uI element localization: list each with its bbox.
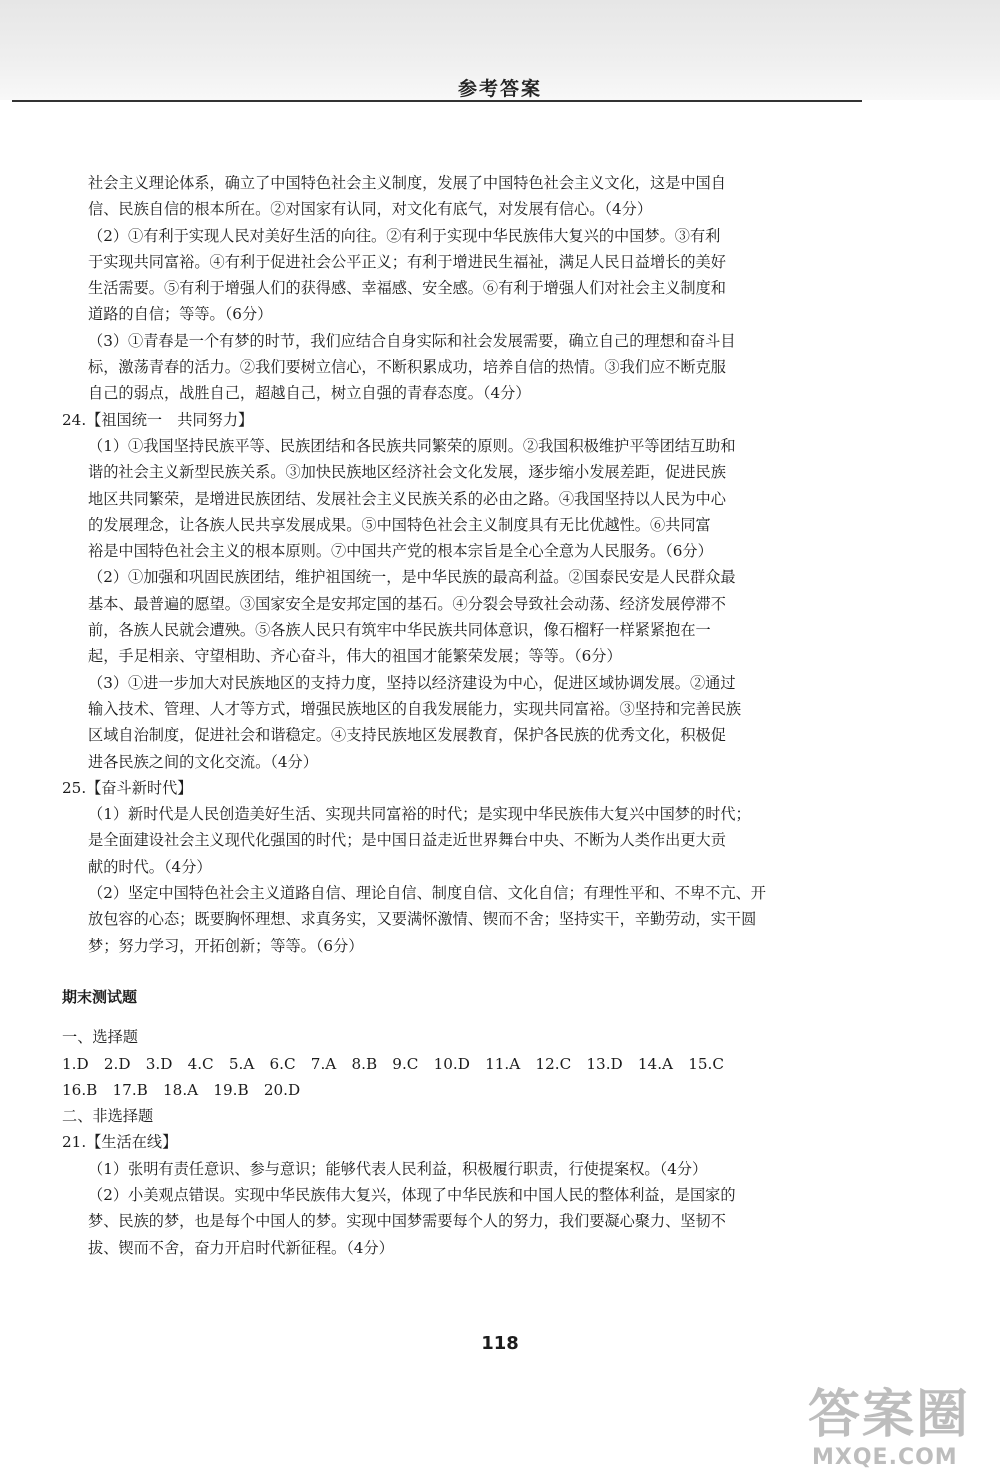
answer-line: 于实现共同富裕。④有利于促进社会公平正义；有利于增进民生福祉，满足人民日益增长的美好 — [88, 252, 726, 271]
answer-line: 起，手足相亲、守望相助、齐心奋斗，伟大的祖国才能繁荣发展；等等。（6分） — [88, 647, 622, 666]
answer-line: 梦、民族的梦，也是每个中国人的梦。实现中国梦需要每个人的努力，我们要凝心聚力、坚韧不 — [88, 1212, 726, 1231]
answer-line: 道路的自信；等等。（6分） — [88, 305, 273, 324]
answer-line: （1）张明有责任意识、参与意识；能够代表人民利益，积极履行职责，行使提案权。（4分） — [88, 1159, 708, 1178]
answer-line: 梦；努力学习，开拓创新；等等。（6分） — [88, 936, 364, 955]
exam-line: 一、选择题 — [62, 1028, 138, 1047]
running-header-title: 参考答案 — [457, 78, 542, 100]
answer-line: （2）①加强和巩固民族团结，维护祖国统一，是中华民族的最高利益。②国泰民安是人民群众最 — [88, 568, 736, 587]
answer-line: （3）①青春是一个有梦的时节，我们应结合自身实际和社会发展需要，确立自己的理想和奋斗目 — [88, 331, 736, 350]
exam-line: 21.【生活在线】 — [62, 1133, 178, 1152]
answer-line: （2）小美观点错误。实现中华民族伟大复兴，体现了中华民族和中国人民的整体利益，是国家的 — [88, 1185, 736, 1204]
answer-line: 基本、最普遍的愿望。③国家安全是安邦定国的基石。④分裂会导致社会动荡、经济发展停滞不 — [88, 594, 726, 613]
answer-line: 进各民族之间的文化交流。（4分） — [88, 752, 318, 771]
answer-line: 前，各族人民就会遭殃。⑤各族人民只有筑牢中华民族共同体意识，像石榴籽一样紧紧抱在一 — [88, 621, 711, 640]
answer-line: （2）①有利于实现人民对美好生活的向往。②有利于实现中华民族伟大复兴的中国梦。③有利 — [88, 226, 721, 245]
answer-line: 标，激荡青春的活力。②我们要树立信心，不断积累成功，培养自信的热情。③我们应不断克服 — [88, 358, 726, 377]
final-exam-answers — [62, 1156, 882, 1261]
watermark-logo: 答案圈 — [808, 1385, 971, 1445]
answer-line: 生活需要。⑤有利于增强人们的获得感、幸福感、安全感。⑥有利于增强人们对社会主义制度和 — [88, 279, 726, 298]
answer-line: （2）坚定中国特色社会主义道路自信、理论自信、制度自信、文化自信；有理性平和、不卑不亢、开 — [88, 884, 766, 903]
answer-line: 社会主义理论体系，确立了中国特色社会主义制度，发展了中国特色社会主义文化，这是中国自 — [88, 174, 726, 192]
question-heading: 24.【祖国统一 共同努力】 — [62, 410, 254, 429]
answer-line: （3）①进一步加大对民族地区的支持力度，坚持以经济建设为中心，促进区域协调发展。②通过 — [88, 673, 736, 692]
answer-line: 谐的社会主义新型民族关系。③加快民族地区经济社会文化发展，逐步缩小发展差距，促进民族 — [88, 463, 726, 482]
answer-line: （1）①我国坚持民族平等、民族团结和各民族共同繁荣的原则。②我国积极维护平等团结互助和 — [88, 436, 736, 455]
header-rule — [12, 100, 862, 102]
answer-line: 献的时代。（4分） — [88, 857, 212, 876]
answer-line: 区域自治制度，促进社会和谐稳定。④支持民族地区发展教育，保护各民族的优秀文化，积极促 — [88, 726, 726, 745]
answer-line: 拔、锲而不舍，奋力开启时代新征程。（4分） — [88, 1238, 394, 1257]
answer-line: （1）新时代是人民创造美好生活、实现共同富裕的时代；是实现中华民族伟大复兴中国梦的时代； — [88, 805, 751, 824]
exam-line: 二、非选择题 — [62, 1107, 154, 1126]
watermark — [808, 1385, 970, 1470]
answer-line: 输入技术、管理、人才等方式，增强民族地区的自我发展能力，实现共同富裕。③坚持和完善民族 — [88, 699, 742, 718]
answer-line: 自己的弱点，战胜自己，超越自己，树立自强的青春态度。（4分） — [88, 384, 531, 403]
final-exam-lines — [62, 1024, 882, 1155]
answer-content — [62, 170, 882, 1261]
answer-line: 地区共同繁荣，是增进民族团结、发展社会主义民族关系的必由之路。④我国坚持以人民为中心 — [88, 489, 726, 508]
watermark-site: MXQE.COM — [812, 1445, 958, 1470]
question-heading: 25.【奋斗新时代】 — [62, 778, 193, 797]
answer-line: 放包容的心态；既要胸怀理想、求真务实，又要满怀激情、锲而不舍；坚持实干，辛勤劳动，实干圆 — [88, 910, 757, 929]
page-number: 118 — [481, 1333, 519, 1354]
answer-line: 是全面建设社会主义现代化强国的时代；是中国日益走近世界舞台中央、不断为人类作出更大贡 — [88, 831, 726, 850]
answer-line: 的发展理念，让各族人民共享发展成果。⑤中国特色社会主义制度具有无比优越性。⑥共同富 — [88, 515, 711, 534]
final-exam-title: 期末测试题 — [62, 987, 138, 1006]
answer-line: 信、民族自信的根本所在。②对国家有认同，对文化有底气，对发展有信心。（4分） — [88, 200, 653, 219]
answer-line: 裕是中国特色社会主义的根本原则。⑦中国共产党的根本宗旨是全心全意为人民服务。（6分） — [88, 542, 713, 561]
answer-paragraphs — [62, 170, 882, 959]
exam-line: 1.D 2.D 3.D 4.C 5.A 6.C 7.A 8.B 9.C 10.D 11.A 12.C 13.D 14.A 15.C — [62, 1054, 724, 1073]
exam-line: 16.B 17.B 18.A 19.B 20.D — [62, 1080, 301, 1099]
